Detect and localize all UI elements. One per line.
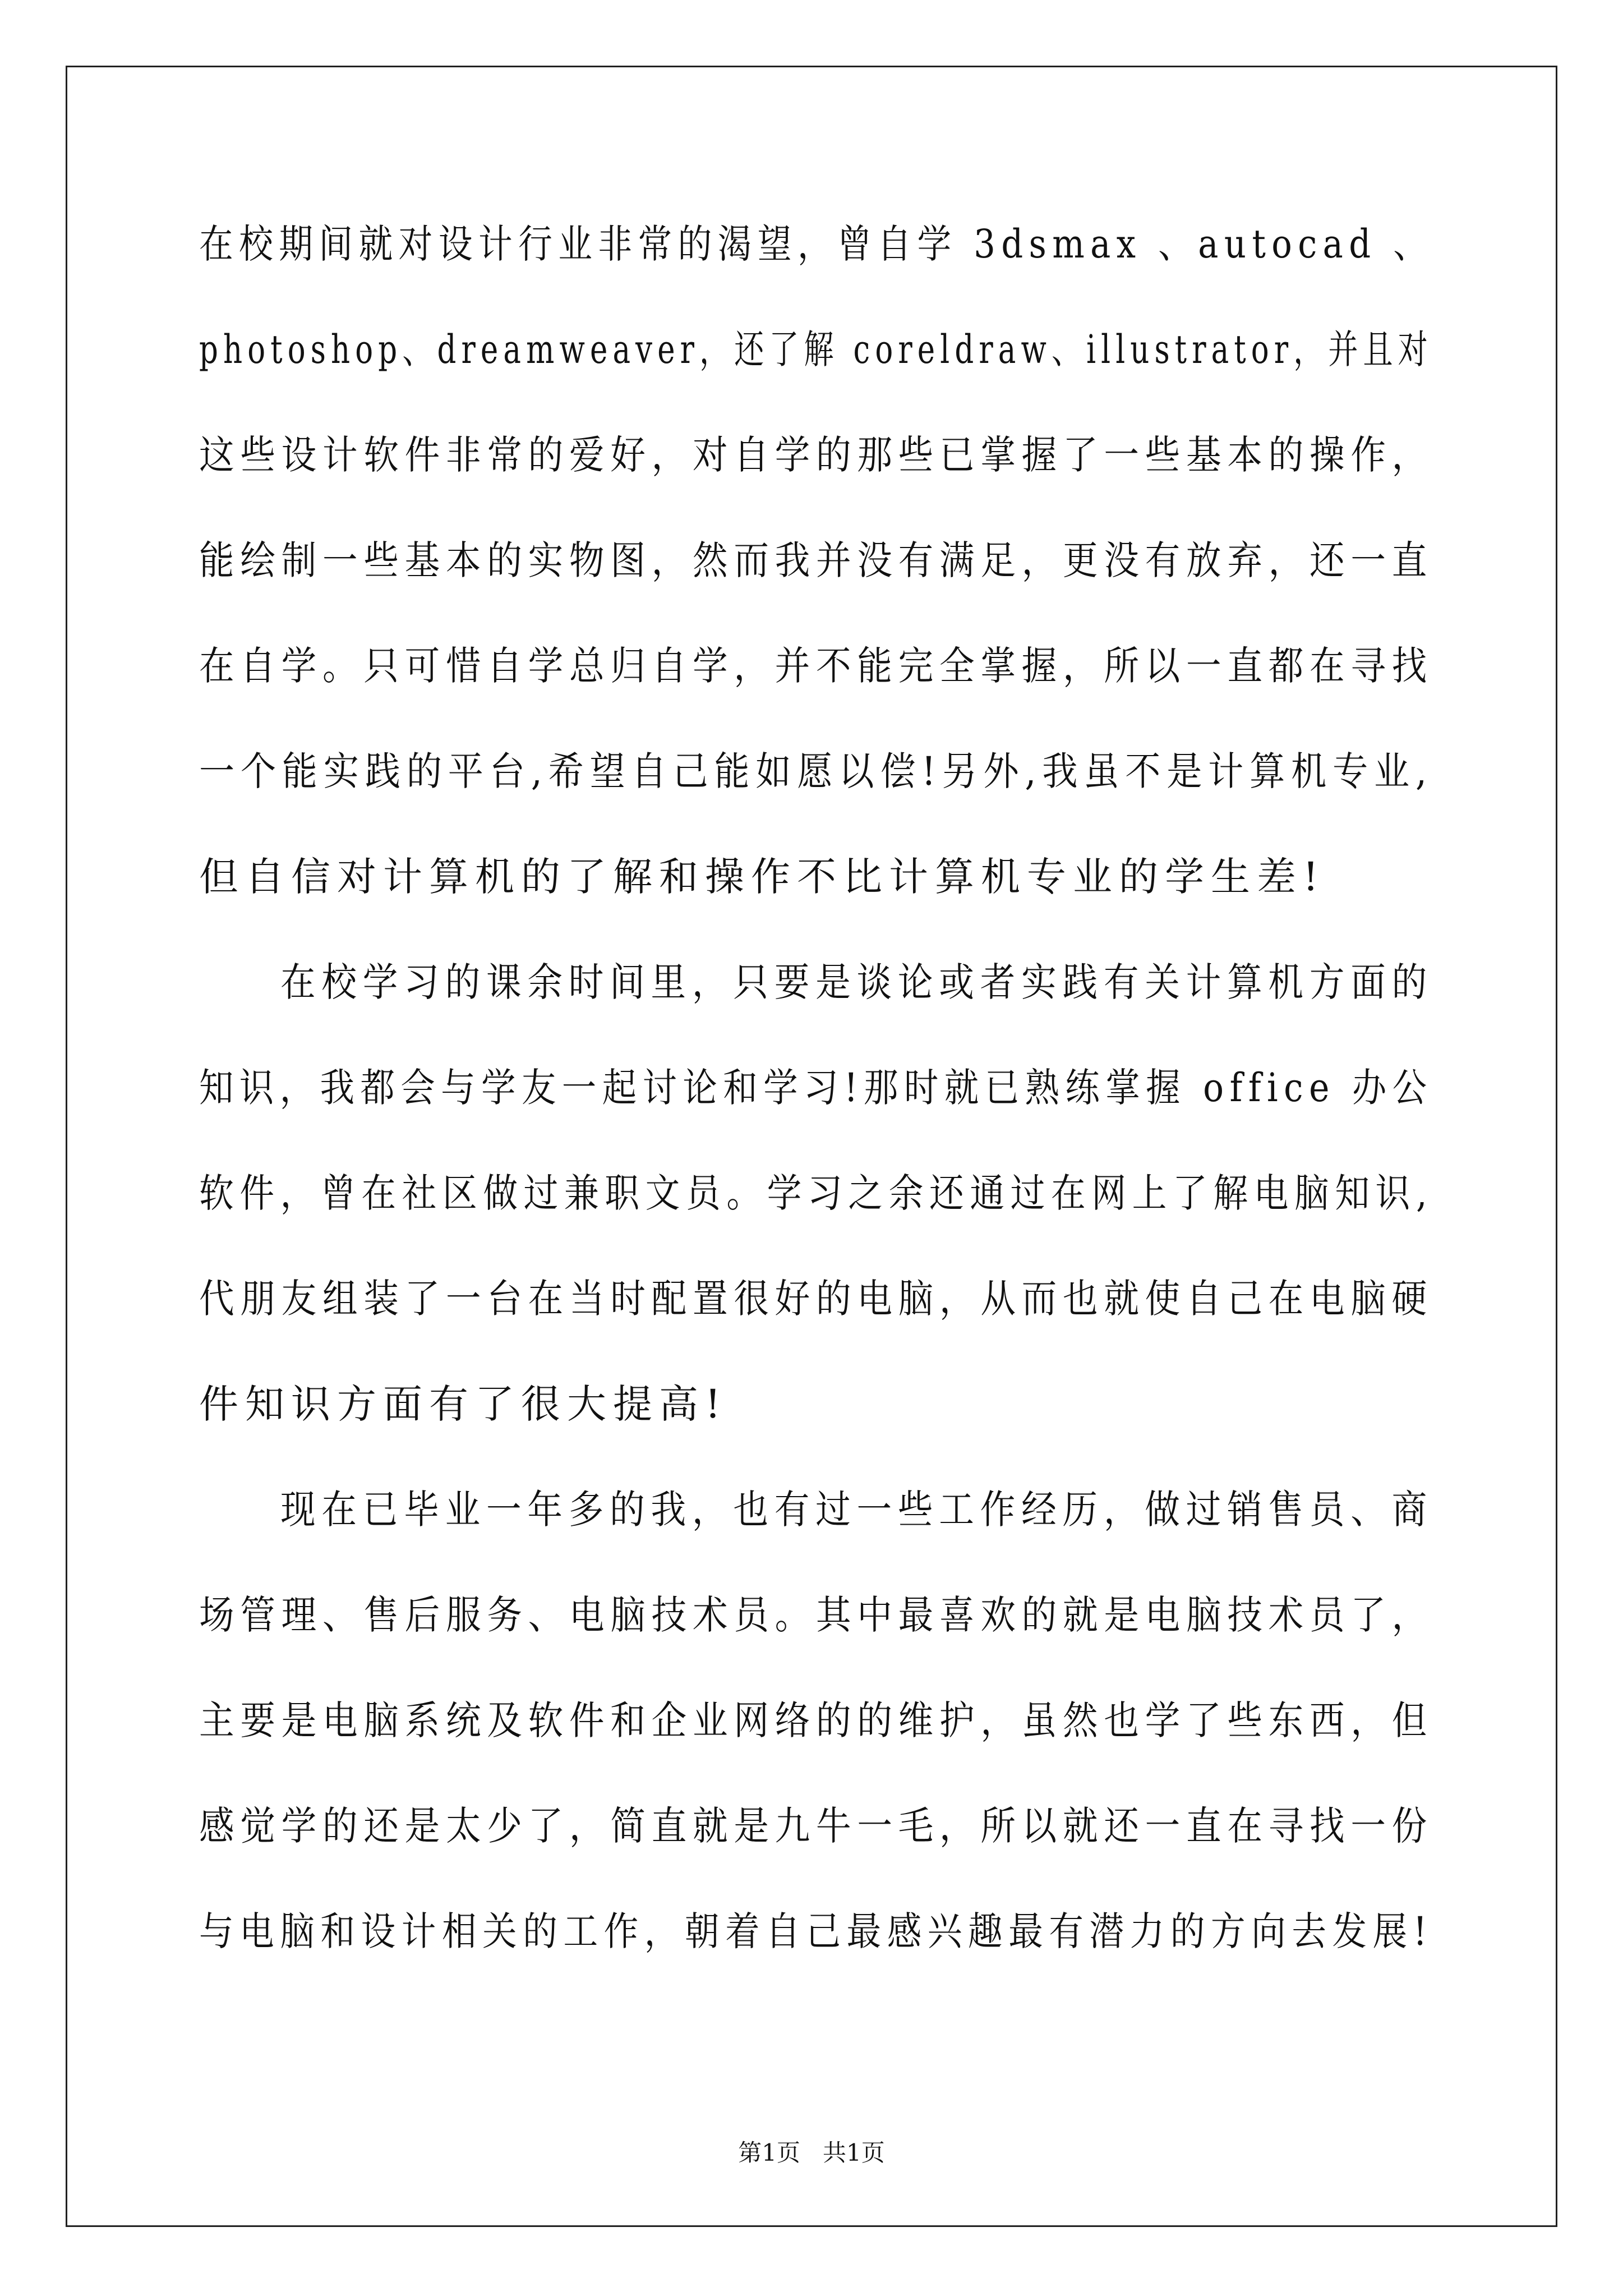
text-line: 在校期间就对设计行业非常的渴望，曾自学 3dsmax 、autocad 、 — [199, 221, 1433, 267]
text-line: 软件，曾在社区做过兼职文员。学习之余还通过在网上了解电脑知识, — [199, 1170, 1433, 1216]
paragraph-first-line: 现在已毕业一年多的我，也有过一些工作经历，做过销售员、商 — [280, 1487, 1433, 1533]
text-line: 在自学。只可惜自学总归自学，并不能完全掌握，所以一直都在寻找 — [199, 643, 1433, 689]
text-line: 场管理、售后服务、电脑技术员。其中最喜欢的就是电脑技术员了， — [199, 1592, 1433, 1638]
text-line: 主要是电脑系统及软件和企业网络的的维护，虽然也学了些东西，但 — [199, 1697, 1433, 1743]
text-line: 与电脑和设计相关的工作，朝着自己最感兴趣最有潜力的方向去发展! — [199, 1908, 1433, 1954]
text-line: 件知识方面有了很大提高! — [199, 1381, 728, 1427]
page-border — [66, 66, 1557, 2227]
page-footer: 第1页 共1页 — [738, 2139, 885, 2166]
text-line: 知识，我都会与学友一起讨论和学习!那时就已熟练掌握 office 办公 — [199, 1065, 1433, 1111]
text-line: 能绘制一些基本的实物图，然而我并没有满足，更没有放弃，还一直 — [199, 537, 1433, 583]
text-line: 这些设计软件非常的爱好，对自学的那些已掌握了一些基本的操作， — [199, 432, 1433, 478]
text-line: 但自信对计算机的了解和操作不比计算机专业的学生差! — [199, 854, 1326, 900]
text-line: 感觉学的还是太少了，简直就是九牛一毛，所以就还一直在寻找一份 — [199, 1803, 1433, 1849]
text-line: 一个能实践的平台,希望自己能如愿以偿!另外,我虽不是计算机专业, — [199, 748, 1433, 794]
text-line: photoshop、dreamweaver，还了解 coreldraw、illustrator，并且对 — [199, 326, 1433, 372]
paragraph-first-line: 在校学习的课余时间里，只要是谈论或者实践有关计算机方面的 — [280, 959, 1433, 1005]
text-line: 代朋友组装了一台在当时配置很好的电脑，从而也就使自己在电脑硬 — [199, 1276, 1433, 1322]
